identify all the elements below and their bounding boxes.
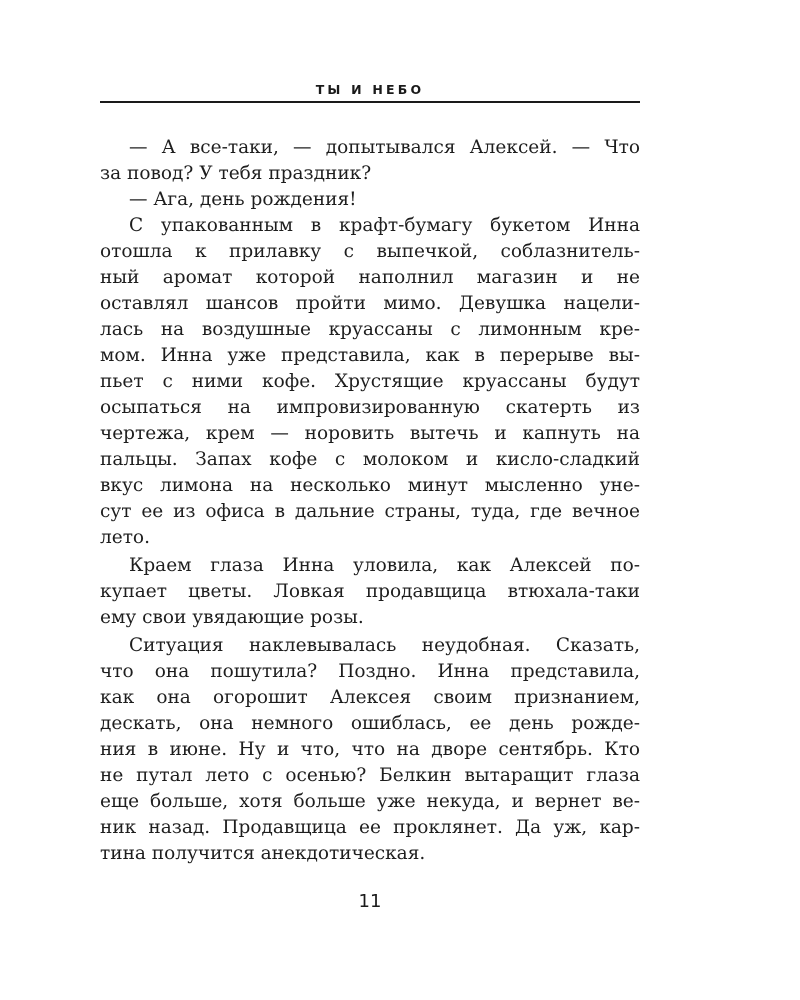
text-line: тина получится анекдотическая. [100, 843, 426, 864]
text-line: за повод? У тебя праздник? [100, 163, 372, 184]
text-line: осыпаться на импровизированную скатерть из [100, 397, 640, 418]
paragraph [100, 187, 640, 213]
text-line: вкус лимона на несколько минут мысленно уне- [100, 475, 640, 496]
text-line: сут ее из офиса в дальние страны, туда, где вечное [100, 501, 640, 522]
paragraph [100, 553, 640, 631]
body-text [100, 135, 640, 867]
text-line: лась на воздушные круассаны с лимонным кре- [100, 319, 640, 340]
text-line: ный аромат которой наполнил магазин и не [100, 267, 640, 288]
text-line: еще больше, хотя больше уже некуда, и вернет ве- [100, 791, 640, 812]
text-line: — А все-таки, — допытывался Алексей. — Что [129, 137, 640, 158]
text-line: что она пошутила? Поздно. Инна представила, [100, 661, 640, 682]
paragraph [100, 633, 640, 867]
text-line: отошла к прилавку с выпечкой, соблазнитель- [100, 241, 640, 262]
running-header: ТЫ И НЕБО [315, 82, 425, 97]
paragraph [100, 135, 640, 187]
text-line: ния в июне. Ну и что, что на дворе сентябрь. Кто [100, 739, 640, 760]
text-line: оставлял шансов пройти мимо. Девушка нацели- [100, 293, 640, 314]
header-rule [100, 101, 640, 103]
text-line: мом. Инна уже представила, как в перерыве вы- [100, 345, 640, 366]
text-line: Краем глаза Инна уловила, как Алексей по- [129, 555, 640, 576]
text-line: пьет с ними кофе. Хрустящие круассаны будут [100, 371, 640, 392]
page-number: 11 [358, 891, 382, 912]
text-line: лето. [100, 527, 150, 548]
text-line: как она огорошит Алексея своим признанием, [100, 687, 640, 708]
text-line: чертежа, крем — норовить вытечь и капнуть на [100, 423, 640, 444]
text-line: купает цветы. Ловкая продавщица втюхала-таки [100, 581, 640, 602]
text-line: С упакованным в крафт-бумагу букетом Инна [129, 215, 640, 236]
text-line: ему свои увядающие розы. [100, 607, 364, 628]
text-line: не путал лето с осенью? Белкин вытаращит глаза [100, 765, 640, 786]
text-line: дескать, она немного ошиблась, ее день рожде- [100, 713, 640, 734]
text-line: Ситуация наклевывалась неудобная. Сказать, [129, 635, 640, 656]
paragraph [100, 213, 640, 551]
text-line: — Ага, день рождения! [129, 189, 357, 210]
text-line: ник назад. Продавщица ее проклянет. Да уж, кар- [100, 817, 640, 838]
text-line: пальцы. Запах кофе с молоком и кисло-сладкий [100, 449, 640, 470]
